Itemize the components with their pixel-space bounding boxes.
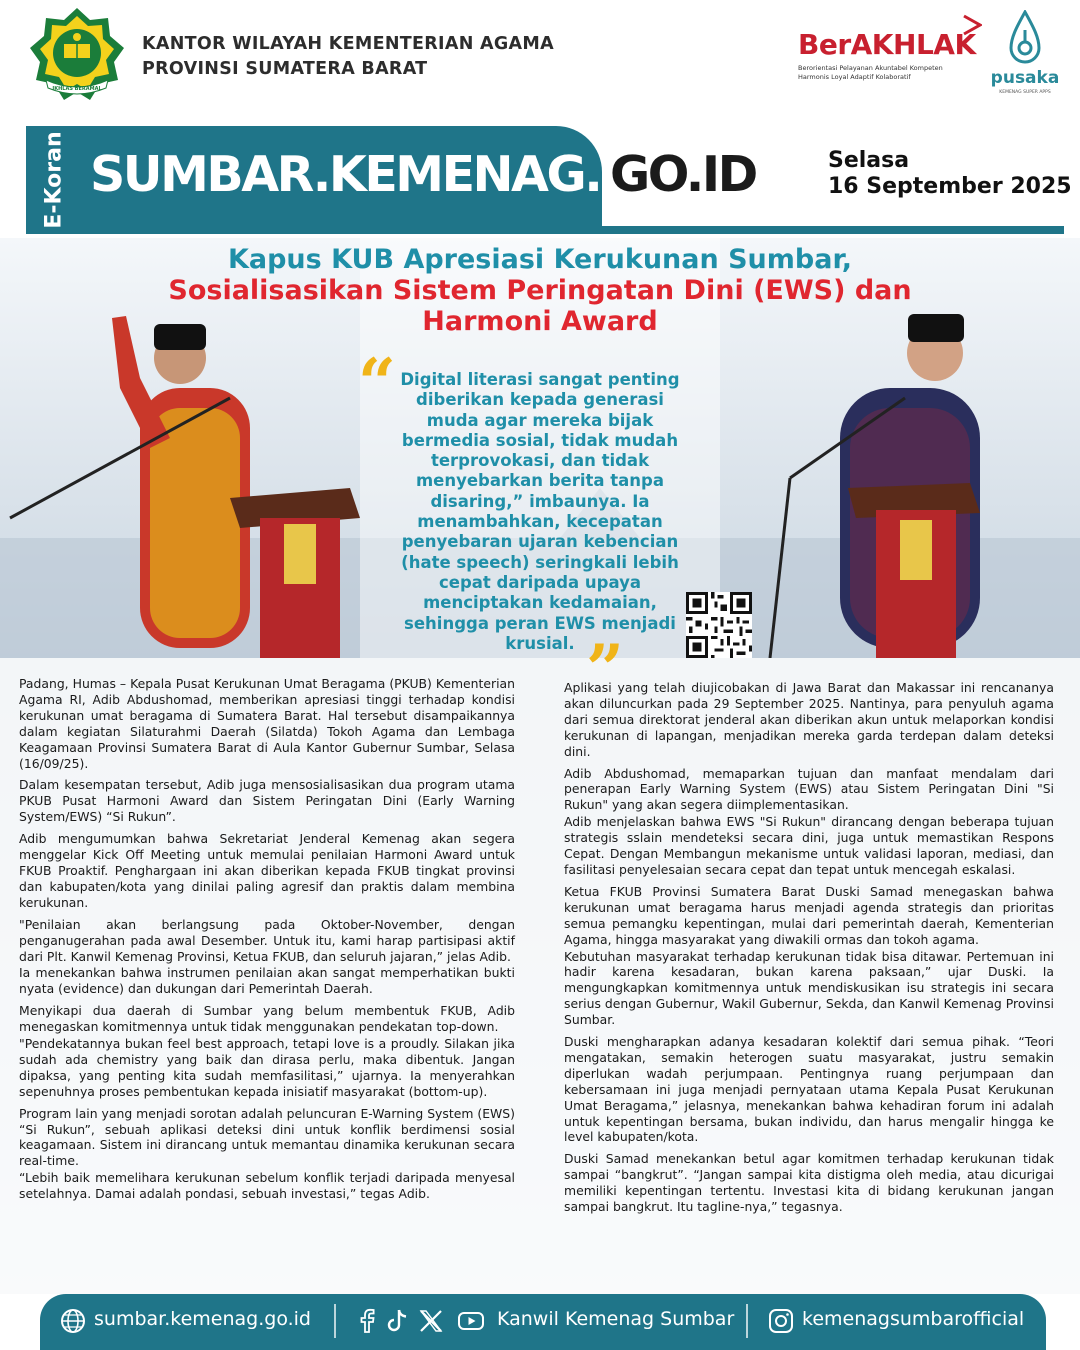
article-paragraph: Ia menekankan bahwa instrumen penilaian akan sangat memperhatikan bukti nyata (evidence) dan dukungan dari Pemerintah Daerah. <box>19 965 515 997</box>
article-paragraph: “Lebih baik memelihara kerukunan sebelum konflik terjadi daripada menyesal setelahnya. Damai adalah pondasi, sebuah investasi,” tegas Adib. <box>19 1170 515 1202</box>
article-paragraph: Program lain yang menjadi sorotan adalah peluncuran E-Warning System (EWS) “Si Rukun”, sebuah aplikasi deteksi dini untuk konflik berdimensi sosial keagamaan. Sistem ini dirancang untuk memantau dinamika kerukunan secara real-time. <box>19 1105 515 1169</box>
pusaka-subtitle: KEMENAG SUPER APPS <box>999 90 1051 95</box>
qr-code[interactable] <box>686 592 752 658</box>
headline-part1: Kapus KUB Apresiasi Kerukunan Sumbar, <box>227 244 853 275</box>
berakhlak-tagline <box>798 64 943 82</box>
footer-divider <box>334 1304 336 1338</box>
article-column-right <box>564 680 1054 1221</box>
ekoran-label: E-Koran <box>41 131 67 229</box>
close-quote-icon: ” <box>586 630 624 708</box>
berakhlak-title: BerAKHLAK <box>798 28 976 61</box>
open-quote-icon: “ <box>358 344 396 422</box>
logo-ribbon-text: IKHLAS BERAMAL <box>52 86 102 92</box>
berakhlak-logo <box>798 14 983 86</box>
article-paragraph: Menyikapi dua daerah di Sumbar yang belum membentuk FKUB, Adib menegaskan komitmennya untuk tidak menggunakan pendekatan top-down. <box>19 1003 515 1035</box>
org-name <box>142 32 554 82</box>
banner-underline <box>82 226 1064 234</box>
article-paragraph: Kebutuhan masyarakat terhadap kerukunan tidak bisa ditawar. Pertemuan ini hadir karena kesadaran, bukan karena paksaan,” ujar Duski. Ia mengungkapkan komitmennya untuk mendiskusikan isu strategis ini secara serius dengan Gubernur, Wakil Gubernur, Sekda, dan Kanwil Kemenag Provinsi Sumbar. <box>564 948 1054 1028</box>
footer-social-name[interactable]: Kanwil Kemenag Sumbar <box>497 1308 735 1330</box>
berakhlak-tagline-2: Harmonis Loyal Adaptif Kolaboratif <box>798 73 911 81</box>
site-name-part2: GO.ID <box>610 146 756 203</box>
headline-part2: Sosialisasikan Sistem Peringatan Dini (EWS) dan Harmoni Award <box>168 275 912 337</box>
org-name-line1: KANTOR WILAYAH KEMENTERIAN AGAMA <box>142 34 554 54</box>
article-column-left <box>19 676 515 1208</box>
kemenag-logo <box>26 6 128 104</box>
footer-instagram-handle[interactable]: kemenagsumbarofficial <box>802 1308 1025 1330</box>
youtube-icon[interactable] <box>456 1306 486 1336</box>
pull-quote: Digital literasi sangat penting diberikan kepada generasi muda agar mereka bijak bermedia sosial, tidak mudah terprovokasi, dan tidak menyebarkan berita tanpa disaring,” imbaunya. Ia menambahkan, kecepatan penyebaran ujaran kebencian (hate speech) seringkali lebih cepat daripada upaya menciptakan kedamaian, sehingga peran EWS menjadi krusial. <box>400 370 680 653</box>
article-paragraph: Ketua FKUB Provinsi Sumatera Barat Duski Samad menegaskan bahwa kerukunan umat beragama harus menjadi agenda strategis dan prioritas semua pemangku kepentingan, mulai dari pemerintah daerah, Kementerian Agama, hingga masyarakat yang diwakili ormas dan tokoh agama. <box>564 883 1054 947</box>
article-paragraph: Aplikasi yang telah diujicobakan di Jawa Barat dan Makassar ini rencananya akan diluncurkan pada 29 September 2025. Nantinya, para penyuluh agama dari semua direktorat jenderal akan diberikan akun untuk melaporkan kondisi kerukunan di lapangan, menjadikan mereka garda terdepan dalam deteksi dini. <box>564 680 1054 759</box>
publication-day: Selasa <box>828 148 910 173</box>
article-paragraph: Duski Samad menekankan betul agar komitmen terhadap kerukunan tidak sampai “bangkrut”. “Jangan sampai kita distigma oleh media, atau dicurigai memiliki kepentingan tertentu. Investasi kita di bidang kerukunan jangan sampai bangkrut. Itu tagline-nya,” tegasnya. <box>564 1151 1054 1215</box>
article-paragraph: Adib menjelaskan bahwa EWS "Si Rukun" dirancang dengan beberapa tujuan strategis sslain mendeteksi secara dini, juga untuk memastikan Respons Cepat. Dengan Membangun mekanisme untuk validasi laporan, mediasi, dan fasilitasi penyelesaian secara cepat dan tepat untuk mencegah eskalasi. <box>564 814 1054 877</box>
facebook-icon[interactable] <box>352 1306 382 1336</box>
x-twitter-icon[interactable] <box>416 1306 446 1336</box>
article-paragraph: "Pendekatannya bukan feel best approach, tetapi love is a proudly. Silakan jika sudah ada chemistry yang baik dan dirasa perlu, maka dibentuk. Jangan dipaksa, yang penting kita sudah memfasilitasi,” ujarnya. Ia menyerahkan sepenuhnya proses pembentukan kepada inisiatif masyarakat (bottom-up). <box>19 1036 515 1099</box>
ekoran-tab <box>26 126 82 234</box>
article-paragraph: Duski mengharapkan adanya kesadaran kolektif dari semua pihak. “Teori mengatakan, semakin heterogen suatu masyarakat, justru semakin diperlukan wadah perjumpaan. Pentingnya ruang perjumpaan dan kebersamaan ini juga menjadi pernyataan utama Kepala Pusat Kerukunan Umat Beragama,” jelasnya, menekankan bahwa kehadiran forum ini adalah untuk kepentingan bersama, bukan individu, dan harus mengalir hingga ke level kabupaten/kota. <box>564 1034 1054 1145</box>
pusaka-logo <box>990 10 1060 94</box>
article-paragraph: Padang, Humas – Kepala Pusat Kerukunan Umat Beragama (PKUB) Kementerian Agama RI, Adib Abdushomad, memberikan apresiasi tinggi terhadap kondisi kerukunan umat beragama di Sumatera Barat. Hal tersebut disampaikannya dalam kegiatan Silaturahmi Daerah (Silatda) Tokoh Agama dan Lembaga Keagamaan Provinsi Sumatera Barat di Aula Kantor Gubernur Sumbar, Selasa (16/09/25). <box>19 676 515 771</box>
pusaka-drop-icon <box>1008 10 1042 68</box>
berakhlak-tagline-1: Berorientasi Pelayanan Akuntabel Kompeten <box>798 64 943 72</box>
pusaka-title: pusaka <box>990 68 1060 88</box>
org-name-line2: PROVINSI SUMATERA BARAT <box>142 59 428 79</box>
publication-full-date: 16 September 2025 <box>828 174 1072 199</box>
footer-website-link[interactable]: sumbar.kemenag.go.id <box>94 1308 311 1330</box>
site-name-part1: SUMBAR.KEMENAG. <box>90 146 601 203</box>
article-paragraph: "Penilaian akan berlangsung pada Oktober-November, dengan penganugerahan pada awal Desember. Untuk itu, kami harap partisipasi aktif dari Plt. Kanwil Kemenag Provinsi, Ketua FKUB, dan seluruh jajaran,” jelas Adib. <box>19 916 515 964</box>
footer-divider <box>746 1304 748 1338</box>
headline <box>160 244 920 337</box>
article-paragraph: Dalam kesempatan tersebut, Adib juga mensosialisasikan dua program utama PKUB Pusat Harmoni Award dan Sistem Peringatan Dini (Early Warning System/EWS) “Si Rukun”. <box>19 777 515 825</box>
instagram-icon[interactable] <box>766 1306 796 1336</box>
article-paragraph: Adib mengumumkan bahwa Sekretariat Jenderal Kemenag akan segera menggelar Kick Off Meeting untuk memulai penilaian Harmoni Award untuk FKUB Proaktif. Penghargaan ini akan diberikan kepada FKUB tingkat provinsi dan kabupaten/kota yang dinilai paling agresif dan praktis dalam membina kerukunan. <box>19 831 515 910</box>
publication-date <box>828 148 1072 200</box>
tiktok-icon[interactable] <box>382 1306 412 1336</box>
globe-icon <box>58 1306 88 1336</box>
article-paragraph: Adib Abdushomad, memaparkan tujuan dan manfaat mendalam dari penerapan Early Warning System (EWS) atau Sistem Peringatan Dini "Si Rukun" yang akan segera diimplementasikan. <box>564 765 1054 813</box>
